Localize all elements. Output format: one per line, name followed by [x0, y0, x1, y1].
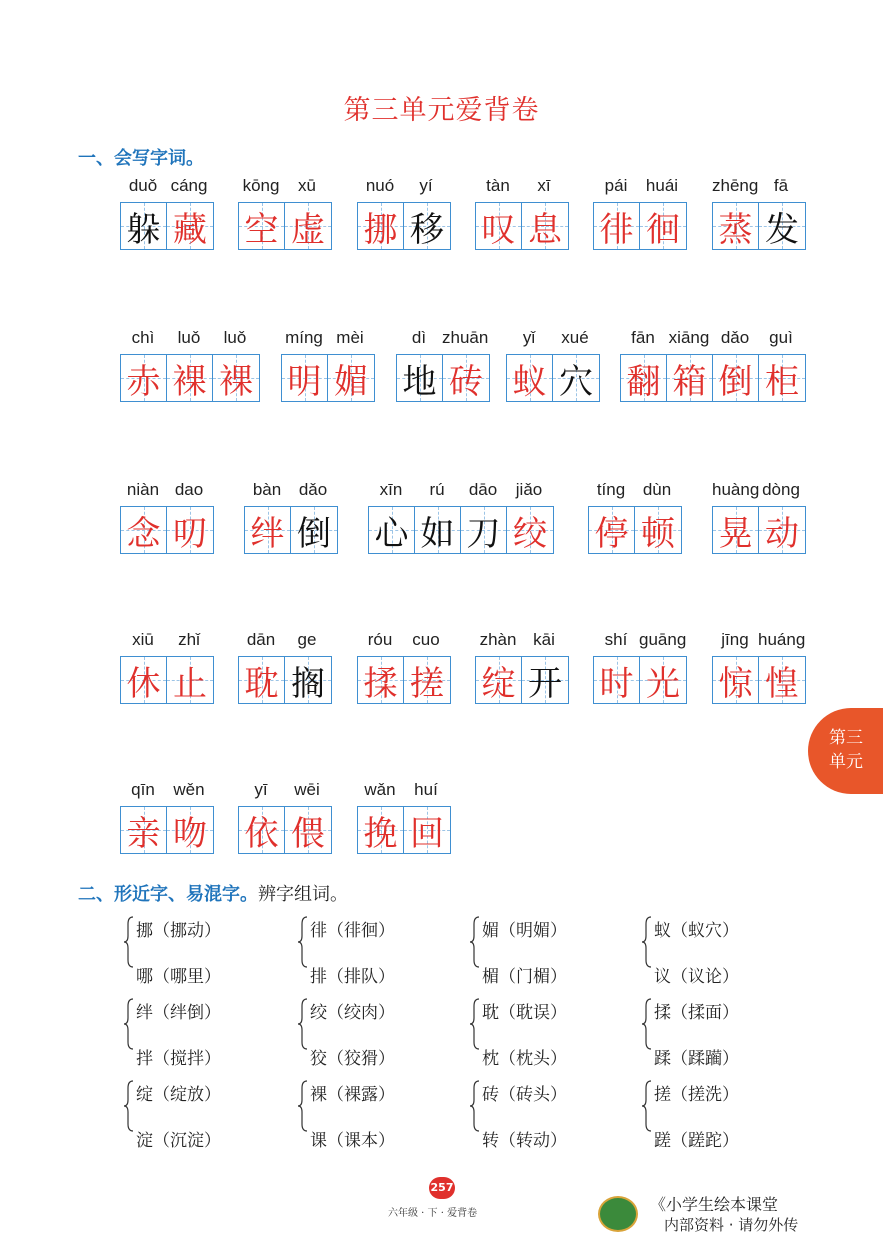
- hanzi-cell: [369, 507, 415, 553]
- char-pair: [298, 912, 458, 987]
- pinyin-label: dòng: [762, 480, 800, 499]
- hanzi-char: 柜: [765, 361, 799, 402]
- tianzige-box: [238, 806, 332, 854]
- footer-right-line2: 内部资料 · 请勿外传: [664, 1216, 799, 1234]
- pinyin-label: zhǐ: [178, 630, 200, 649]
- hanzi-char: 心: [374, 513, 409, 554]
- pinyin-label: guì: [769, 328, 793, 347]
- pinyin-label: niàn: [126, 480, 160, 499]
- hanzi-cell: [759, 507, 805, 553]
- hanzi-cell: [522, 203, 568, 249]
- brace-icon: [470, 1080, 480, 1132]
- page-number: 257: [429, 1177, 455, 1199]
- hanzi-char: 惊: [718, 663, 753, 704]
- hanzi-char: 止: [173, 663, 207, 704]
- hanzi-char: 如: [420, 513, 455, 554]
- hanzi-cell: [461, 507, 507, 553]
- pinyin-label: cuo: [412, 630, 440, 649]
- pinyin-label: xīn: [379, 480, 403, 499]
- brace-icon: [298, 998, 308, 1050]
- pair-word: 枕（枕头）: [482, 1049, 567, 1069]
- hanzi-cell: [635, 507, 681, 553]
- hanzi-cell: [285, 203, 331, 249]
- tianzige-box: [120, 202, 214, 250]
- pinyin-label: tíng: [596, 480, 626, 499]
- pinyin-label: luǒ: [223, 328, 247, 347]
- pair-word: 楣（门楣）: [482, 967, 567, 987]
- hanzi-cell: [291, 507, 337, 553]
- pinyin-label: wēi: [294, 780, 320, 799]
- hanzi-char: 赤: [126, 361, 161, 402]
- hanzi-char: 倒: [297, 513, 331, 554]
- hanzi-cell: [621, 355, 667, 401]
- hanzi-cell: [415, 507, 461, 553]
- hanzi-char: 躲: [126, 209, 161, 250]
- section-2-instruction: 辨字组词。: [258, 884, 348, 905]
- pinyin-label: dùn: [642, 480, 672, 499]
- pinyin-label: xī: [537, 176, 551, 195]
- hanzi-char: 明: [287, 361, 322, 402]
- tianzige-box: [712, 202, 806, 250]
- char-pair: [124, 1076, 284, 1151]
- pinyin-label: pái: [604, 176, 628, 195]
- tianzige-box: [120, 506, 214, 554]
- hanzi-cell: [167, 507, 213, 553]
- hanzi-cell: [476, 203, 522, 249]
- hanzi-char: 光: [646, 663, 680, 704]
- pinyin-label: zhàn: [479, 630, 517, 649]
- hanzi-char: 绞: [513, 513, 547, 554]
- pinyin-label: nuó: [365, 176, 395, 195]
- pinyin-label: duǒ: [128, 176, 158, 195]
- pinyin-label: tàn: [486, 176, 510, 195]
- hanzi-cell: [713, 355, 759, 401]
- char-pair: [298, 994, 458, 1069]
- pair-word: 挪（挪动）: [136, 921, 221, 941]
- hanzi-char: 砖: [449, 361, 483, 402]
- tianzige-box: [593, 202, 687, 250]
- unit-tab-line1: 第三: [829, 728, 863, 748]
- hanzi-cell: [713, 507, 759, 553]
- pinyin-label: kāi: [533, 630, 555, 649]
- pair-word: 绽（绽放）: [136, 1085, 221, 1105]
- hanzi-cell: [167, 657, 213, 703]
- hanzi-char: 依: [244, 813, 279, 854]
- hanzi-char: 耽: [244, 663, 279, 704]
- page-title: 第三单元爱背卷: [343, 95, 540, 126]
- tianzige-box: [712, 656, 806, 704]
- brace-icon: [298, 1080, 308, 1132]
- pinyin-label: rú: [429, 480, 445, 499]
- pair-word: 蚁（蚁穴）: [654, 921, 739, 941]
- pinyin-label: huí: [414, 780, 438, 799]
- hanzi-cell: [713, 657, 759, 703]
- pinyin-label: chì: [131, 328, 155, 347]
- section-2-heading: [78, 880, 348, 906]
- pinyin-label: yí: [419, 176, 433, 195]
- tianzige-box: [120, 806, 214, 854]
- hanzi-cell: [239, 807, 285, 853]
- tianzige-box: [244, 506, 338, 554]
- pinyin-label: dì: [411, 328, 427, 347]
- pair-word: 砖（砖头）: [482, 1085, 567, 1105]
- hanzi-char: 动: [765, 513, 799, 554]
- hanzi-cell: [594, 657, 640, 703]
- tianzige-box: [593, 656, 687, 704]
- hanzi-char: 媚: [334, 361, 368, 402]
- hanzi-cell: [358, 203, 404, 249]
- pinyin-label: jiǎo: [515, 480, 543, 499]
- tianzige-box: [475, 656, 569, 704]
- hanzi-char: 翻: [626, 361, 661, 402]
- pinyin-label: huàng: [712, 480, 760, 499]
- hanzi-cell: [285, 807, 331, 853]
- pair-word: 转（转动）: [482, 1131, 567, 1151]
- footer-right-line1: 《小学生绘本课堂: [650, 1195, 779, 1214]
- brace-icon: [298, 916, 308, 968]
- hanzi-cell: [121, 657, 167, 703]
- hanzi-cell: [121, 355, 167, 401]
- hanzi-cell: [404, 807, 450, 853]
- hanzi-char: 移: [410, 209, 444, 250]
- pinyin-label: xué: [561, 328, 589, 347]
- pinyin-label: dān: [246, 630, 276, 649]
- brace-icon: [470, 998, 480, 1050]
- hanzi-char: 停: [594, 513, 629, 554]
- hanzi-char: 徊: [646, 209, 680, 250]
- hanzi-cell: [358, 807, 404, 853]
- tianzige-box: [120, 656, 214, 704]
- section-1-heading: [78, 144, 204, 170]
- hanzi-char: 回: [410, 813, 444, 854]
- hanzi-cell: [358, 657, 404, 703]
- pinyin-label: dao: [174, 480, 204, 499]
- hanzi-cell: [476, 657, 522, 703]
- hanzi-char: 晃: [718, 513, 753, 554]
- pair-word: 绊（绊倒）: [136, 1003, 221, 1023]
- hanzi-char: 顿: [641, 513, 675, 554]
- char-pair: [298, 1076, 458, 1151]
- hanzi-cell: [443, 355, 489, 401]
- pinyin-label: ge: [297, 630, 317, 649]
- tianzige-box: [357, 656, 451, 704]
- pair-word: 耽（耽误）: [482, 1003, 567, 1023]
- hanzi-char: 空: [244, 209, 279, 250]
- hanzi-cell: [167, 203, 213, 249]
- hanzi-cell: [285, 657, 331, 703]
- hanzi-cell: [328, 355, 374, 401]
- hanzi-char: 绊: [250, 513, 285, 554]
- hanzi-char: 揉: [363, 663, 398, 704]
- hanzi-cell: [239, 657, 285, 703]
- hanzi-cell: [553, 355, 599, 401]
- hanzi-cell: [404, 657, 450, 703]
- tianzige-box: [238, 656, 332, 704]
- pinyin-label: wěn: [173, 780, 205, 799]
- hanzi-char: 蒸: [718, 209, 753, 250]
- pair-word: 排（排队）: [310, 967, 395, 987]
- pair-word: 搓（搓洗）: [654, 1085, 739, 1105]
- pinyin-label: bàn: [252, 480, 282, 499]
- hanzi-cell: [759, 657, 805, 703]
- char-pair: [470, 994, 630, 1069]
- hanzi-char: 息: [528, 209, 562, 250]
- tianzige-box: [712, 506, 806, 554]
- pinyin-label: jīng: [721, 630, 749, 649]
- hanzi-char: 地: [402, 361, 437, 402]
- hanzi-cell: [507, 507, 553, 553]
- pinyin-label: xiāng: [668, 328, 710, 347]
- tianzige-box: [588, 506, 682, 554]
- char-pair: [642, 1076, 802, 1151]
- pinyin-label: dǎo: [298, 480, 328, 499]
- pinyin-label: xū: [298, 176, 316, 195]
- publisher-logo: [598, 1196, 638, 1232]
- hanzi-char: 刀: [466, 513, 501, 554]
- tianzige-box: [120, 354, 260, 402]
- pair-word: 蹉（蹉跎）: [654, 1131, 739, 1151]
- pair-word: 哪（哪里）: [136, 967, 221, 987]
- tianzige-box: [368, 506, 554, 554]
- brace-icon: [470, 916, 480, 968]
- hanzi-cell: [397, 355, 443, 401]
- hanzi-cell: [239, 203, 285, 249]
- char-pair: [124, 994, 284, 1069]
- pinyin-label: róu: [367, 630, 393, 649]
- hanzi-char: 蚁: [512, 361, 547, 402]
- hanzi-cell: [245, 507, 291, 553]
- hanzi-cell: [121, 203, 167, 249]
- hanzi-char: 绽: [481, 663, 516, 704]
- hanzi-cell: [759, 355, 805, 401]
- hanzi-char: 倒: [718, 361, 753, 402]
- section-2-label: 二、形近字、易混字。: [78, 884, 258, 905]
- hanzi-char: 叹: [481, 209, 516, 250]
- pinyin-label: huái: [645, 176, 679, 195]
- pair-word: 揉（揉面）: [654, 1003, 739, 1023]
- hanzi-cell: [213, 355, 259, 401]
- char-pair: [470, 912, 630, 987]
- hanzi-char: 箱: [672, 361, 707, 402]
- hanzi-char: 虚: [291, 209, 325, 250]
- hanzi-char: 时: [599, 663, 634, 704]
- unit-tab-line2: 单元: [829, 752, 863, 772]
- pinyin-label: dāo: [468, 480, 498, 499]
- pair-word: 媚（明媚）: [482, 921, 567, 941]
- char-pair: [642, 994, 802, 1069]
- pinyin-label: qīn: [131, 780, 155, 799]
- pinyin-label: cáng: [170, 176, 208, 195]
- pair-word: 淀（沉淀）: [136, 1131, 221, 1151]
- hanzi-cell: [589, 507, 635, 553]
- tianzige-box: [238, 202, 332, 250]
- hanzi-char: 惶: [765, 663, 799, 704]
- pinyin-label: fān: [631, 328, 655, 347]
- char-pair: [124, 912, 284, 987]
- hanzi-cell: [759, 203, 805, 249]
- pinyin-label: luǒ: [177, 328, 201, 347]
- tianzige-box: [281, 354, 375, 402]
- brace-icon: [124, 916, 134, 968]
- brace-icon: [642, 1080, 652, 1132]
- tianzige-box: [357, 806, 451, 854]
- hanzi-char: 挪: [363, 209, 398, 250]
- pinyin-label: mèi: [336, 328, 364, 347]
- hanzi-char: 偎: [291, 813, 325, 854]
- pair-word: 徘（徘徊）: [310, 921, 395, 941]
- footer-left-text: 六年级 · 下 · 爱背卷: [388, 1208, 478, 1219]
- hanzi-cell: [522, 657, 568, 703]
- char-pair: [642, 912, 802, 987]
- hanzi-cell: [121, 807, 167, 853]
- hanzi-char: 吻: [173, 813, 207, 854]
- pinyin-label: guāng: [639, 630, 687, 649]
- hanzi-char: 藏: [173, 209, 207, 250]
- brace-icon: [642, 998, 652, 1050]
- pinyin-label: huáng: [758, 630, 806, 649]
- hanzi-char: 发: [765, 209, 799, 250]
- pinyin-label: míng: [285, 328, 323, 347]
- hanzi-cell: [282, 355, 328, 401]
- brace-icon: [642, 916, 652, 968]
- hanzi-char: 念: [126, 513, 161, 554]
- hanzi-cell: [167, 807, 213, 853]
- hanzi-cell: [713, 203, 759, 249]
- pinyin-label: kōng: [242, 176, 280, 195]
- section-1-label: 一、会写字词。: [78, 148, 204, 169]
- pinyin-label: fā: [773, 176, 789, 195]
- pinyin-label: dǎo: [720, 328, 750, 347]
- hanzi-cell: [507, 355, 553, 401]
- hanzi-char: 裸: [219, 361, 253, 402]
- pinyin-label: yǐ: [522, 328, 536, 347]
- pinyin-label: xiū: [132, 630, 154, 649]
- hanzi-char: 搓: [410, 663, 444, 704]
- tianzige-box: [620, 354, 806, 402]
- char-pair: [470, 1076, 630, 1151]
- unit-side-tab: [808, 708, 883, 794]
- hanzi-char: 开: [528, 663, 562, 704]
- pinyin-label: yī: [254, 780, 268, 799]
- tianzige-box: [506, 354, 600, 402]
- pair-word: 蹂（蹂躏）: [654, 1049, 739, 1069]
- hanzi-char: 挽: [363, 813, 398, 854]
- pair-word: 裸（裸露）: [310, 1085, 395, 1105]
- hanzi-char: 休: [126, 663, 161, 704]
- pair-word: 议（议论）: [654, 967, 739, 987]
- hanzi-cell: [404, 203, 450, 249]
- hanzi-cell: [640, 203, 686, 249]
- pinyin-label: zhēng: [712, 176, 759, 195]
- hanzi-char: 叨: [173, 513, 207, 554]
- pair-word: 绞（绞肉）: [310, 1003, 395, 1023]
- hanzi-cell: [167, 355, 213, 401]
- hanzi-char: 亲: [126, 813, 161, 854]
- hanzi-cell: [640, 657, 686, 703]
- hanzi-char: 裸: [172, 361, 207, 402]
- brace-icon: [124, 1080, 134, 1132]
- hanzi-char: 搁: [291, 663, 325, 704]
- tianzige-box: [475, 202, 569, 250]
- pair-word: 拌（搅拌）: [136, 1049, 221, 1069]
- hanzi-cell: [667, 355, 713, 401]
- pair-word: 课（课本）: [310, 1131, 395, 1151]
- hanzi-char: 穴: [559, 361, 593, 402]
- tianzige-box: [396, 354, 490, 402]
- pinyin-label: wǎn: [364, 780, 396, 799]
- tianzige-box: [357, 202, 451, 250]
- pinyin-label: zhuān: [442, 328, 489, 347]
- pinyin-label: shí: [604, 630, 628, 649]
- hanzi-cell: [594, 203, 640, 249]
- hanzi-cell: [121, 507, 167, 553]
- pair-word: 狡（狡猾）: [310, 1049, 395, 1069]
- brace-icon: [124, 998, 134, 1050]
- hanzi-char: 徘: [599, 209, 634, 250]
